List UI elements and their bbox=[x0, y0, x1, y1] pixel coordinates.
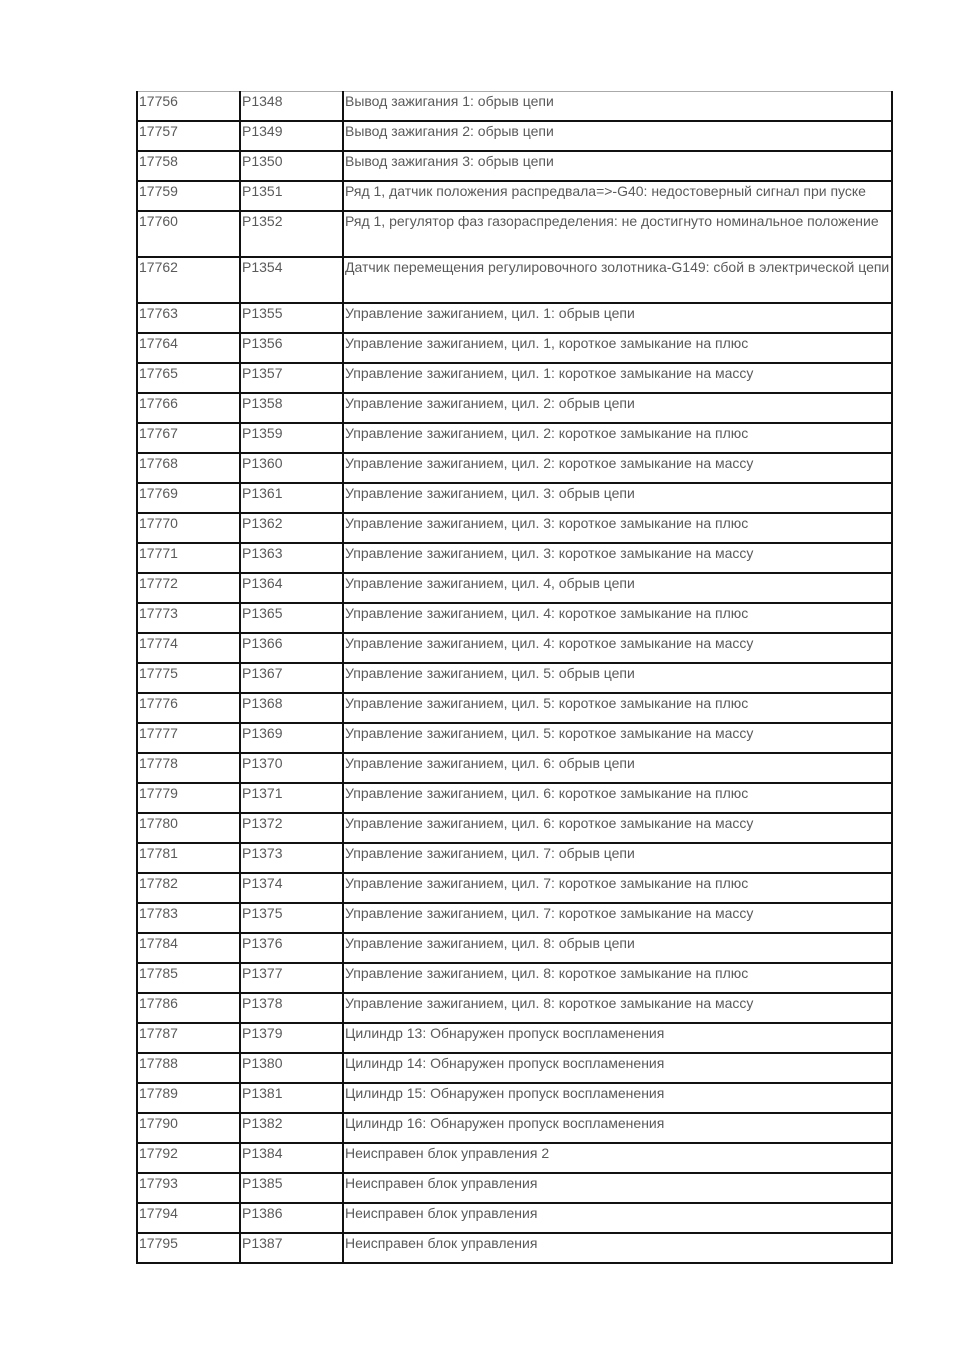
table-row bbox=[137, 453, 892, 483]
vag-code-cell: 17766 bbox=[137, 393, 240, 423]
description-cell: Управление зажиганием, цил. 8: обрыв цепи bbox=[343, 933, 892, 963]
vag-code-cell: 17762 bbox=[137, 257, 240, 303]
table-row bbox=[137, 1113, 892, 1143]
vag-code-cell: 17763 bbox=[137, 303, 240, 333]
vag-code-cell: 17775 bbox=[137, 663, 240, 693]
obd-code-cell: P1348 bbox=[240, 92, 343, 122]
vag-code-cell: 17772 bbox=[137, 573, 240, 603]
table-row bbox=[137, 1023, 892, 1053]
vag-code-cell: 17785 bbox=[137, 963, 240, 993]
vag-code-cell: 17786 bbox=[137, 993, 240, 1023]
table-row bbox=[137, 151, 892, 181]
table-row bbox=[137, 753, 892, 783]
description-cell: Управление зажиганием, цил. 3: обрыв цепи bbox=[343, 483, 892, 513]
vag-code-cell: 17783 bbox=[137, 903, 240, 933]
obd-code-cell: P1364 bbox=[240, 573, 343, 603]
obd-code-cell: P1386 bbox=[240, 1203, 343, 1233]
description-cell: Управление зажиганием, цил. 4: короткое замыкание на массу bbox=[343, 633, 892, 663]
description-cell: Управление зажиганием, цил. 6: короткое замыкание на плюс bbox=[343, 783, 892, 813]
table-row bbox=[137, 1143, 892, 1173]
vag-code-cell: 17795 bbox=[137, 1233, 240, 1263]
obd-code-cell: P1370 bbox=[240, 753, 343, 783]
fault-code-table bbox=[136, 91, 893, 1264]
vag-code-cell: 17784 bbox=[137, 933, 240, 963]
vag-code-cell: 17770 bbox=[137, 513, 240, 543]
table-row bbox=[137, 603, 892, 633]
table-row bbox=[137, 513, 892, 543]
obd-code-cell: P1351 bbox=[240, 181, 343, 211]
obd-code-cell: P1387 bbox=[240, 1233, 343, 1263]
description-cell: Управление зажиганием, цил. 8: короткое замыкание на массу bbox=[343, 993, 892, 1023]
table-row bbox=[137, 393, 892, 423]
obd-code-cell: P1377 bbox=[240, 963, 343, 993]
obd-code-cell: P1375 bbox=[240, 903, 343, 933]
obd-code-cell: P1363 bbox=[240, 543, 343, 573]
vag-code-cell: 17776 bbox=[137, 693, 240, 723]
table-row bbox=[137, 1203, 892, 1233]
description-cell: Вывод зажигания 1: обрыв цепи bbox=[343, 92, 892, 122]
obd-code-cell: P1376 bbox=[240, 933, 343, 963]
obd-code-cell: P1371 bbox=[240, 783, 343, 813]
obd-code-cell: P1358 bbox=[240, 393, 343, 423]
table-row bbox=[137, 1083, 892, 1113]
obd-code-cell: P1381 bbox=[240, 1083, 343, 1113]
vag-code-cell: 17790 bbox=[137, 1113, 240, 1143]
description-cell: Цилиндр 13: Обнаружен пропуск воспламенения bbox=[343, 1023, 892, 1053]
table-row bbox=[137, 333, 892, 363]
obd-code-cell: P1360 bbox=[240, 453, 343, 483]
obd-code-cell: P1385 bbox=[240, 1173, 343, 1203]
description-cell: Управление зажиганием, цил. 3: короткое замыкание на плюс bbox=[343, 513, 892, 543]
description-cell: Управление зажиганием, цил. 5: короткое замыкание на массу bbox=[343, 723, 892, 753]
description-cell: Неисправен блок управления bbox=[343, 1203, 892, 1233]
vag-code-cell: 17789 bbox=[137, 1083, 240, 1113]
description-cell: Управление зажиганием, цил. 1: обрыв цепи bbox=[343, 303, 892, 333]
description-cell: Управление зажиганием, цил. 7: короткое замыкание на плюс bbox=[343, 873, 892, 903]
description-cell: Вывод зажигания 2: обрыв цепи bbox=[343, 121, 892, 151]
obd-code-cell: P1373 bbox=[240, 843, 343, 873]
table-row bbox=[137, 873, 892, 903]
table-row bbox=[137, 363, 892, 393]
obd-code-cell: P1357 bbox=[240, 363, 343, 393]
vag-code-cell: 17787 bbox=[137, 1023, 240, 1053]
obd-code-cell: P1368 bbox=[240, 693, 343, 723]
vag-code-cell: 17758 bbox=[137, 151, 240, 181]
description-cell: Управление зажиганием, цил. 2: короткое замыкание на массу bbox=[343, 453, 892, 483]
obd-code-cell: P1361 bbox=[240, 483, 343, 513]
vag-code-cell: 17792 bbox=[137, 1143, 240, 1173]
vag-code-cell: 17779 bbox=[137, 783, 240, 813]
obd-code-cell: P1366 bbox=[240, 633, 343, 663]
table-row bbox=[137, 423, 892, 453]
obd-code-cell: P1374 bbox=[240, 873, 343, 903]
table-row bbox=[137, 121, 892, 151]
description-cell: Управление зажиганием, цил. 2: обрыв цепи bbox=[343, 393, 892, 423]
vag-code-cell: 17764 bbox=[137, 333, 240, 363]
table-row bbox=[137, 723, 892, 753]
table-row bbox=[137, 633, 892, 663]
description-cell: Неисправен блок управления bbox=[343, 1233, 892, 1263]
obd-code-cell: P1369 bbox=[240, 723, 343, 753]
vag-code-cell: 17757 bbox=[137, 121, 240, 151]
table-row bbox=[137, 813, 892, 843]
vag-code-cell: 17756 bbox=[137, 92, 240, 122]
vag-code-cell: 17777 bbox=[137, 723, 240, 753]
description-cell: Ряд 1, регулятор фаз газораспределения: не достигнуто номинальное положение bbox=[343, 211, 892, 257]
description-cell: Цилиндр 16: Обнаружен пропуск воспламенения bbox=[343, 1113, 892, 1143]
obd-code-cell: P1367 bbox=[240, 663, 343, 693]
obd-code-cell: P1355 bbox=[240, 303, 343, 333]
table-row bbox=[137, 181, 892, 211]
vag-code-cell: 17767 bbox=[137, 423, 240, 453]
obd-code-cell: P1384 bbox=[240, 1143, 343, 1173]
table-row bbox=[137, 303, 892, 333]
vag-code-cell: 17773 bbox=[137, 603, 240, 633]
table-row bbox=[137, 843, 892, 873]
table-row bbox=[137, 211, 892, 257]
description-cell: Управление зажиганием, цил. 4, обрыв цепи bbox=[343, 573, 892, 603]
description-cell: Управление зажиганием, цил. 2: короткое замыкание на плюс bbox=[343, 423, 892, 453]
vag-code-cell: 17788 bbox=[137, 1053, 240, 1083]
vag-code-cell: 17769 bbox=[137, 483, 240, 513]
description-cell: Управление зажиганием, цил. 5: короткое замыкание на плюс bbox=[343, 693, 892, 723]
vag-code-cell: 17771 bbox=[137, 543, 240, 573]
description-cell: Управление зажиганием, цил. 6: короткое замыкание на массу bbox=[343, 813, 892, 843]
vag-code-cell: 17759 bbox=[137, 181, 240, 211]
obd-code-cell: P1365 bbox=[240, 603, 343, 633]
description-cell: Вывод зажигания 3: обрыв цепи bbox=[343, 151, 892, 181]
table-row bbox=[137, 1053, 892, 1083]
description-cell: Управление зажиганием, цил. 6: обрыв цепи bbox=[343, 753, 892, 783]
vag-code-cell: 17782 bbox=[137, 873, 240, 903]
vag-code-cell: 17768 bbox=[137, 453, 240, 483]
vag-code-cell: 17793 bbox=[137, 1173, 240, 1203]
obd-code-cell: P1352 bbox=[240, 211, 343, 257]
table-row bbox=[137, 693, 892, 723]
vag-code-cell: 17774 bbox=[137, 633, 240, 663]
table-row bbox=[137, 1233, 892, 1263]
table-row bbox=[137, 963, 892, 993]
table-row bbox=[137, 257, 892, 303]
vag-code-cell: 17778 bbox=[137, 753, 240, 783]
description-cell: Управление зажиганием, цил. 1: короткое замыкание на массу bbox=[343, 363, 892, 393]
obd-code-cell: P1350 bbox=[240, 151, 343, 181]
obd-code-cell: P1382 bbox=[240, 1113, 343, 1143]
vag-code-cell: 17765 bbox=[137, 363, 240, 393]
table-row bbox=[137, 933, 892, 963]
table-row bbox=[137, 663, 892, 693]
vag-code-cell: 17781 bbox=[137, 843, 240, 873]
vag-code-cell: 17760 bbox=[137, 211, 240, 257]
description-cell: Управление зажиганием, цил. 7: короткое замыкание на массу bbox=[343, 903, 892, 933]
description-cell: Управление зажиганием, цил. 8: короткое замыкание на плюс bbox=[343, 963, 892, 993]
vag-code-cell: 17780 bbox=[137, 813, 240, 843]
obd-code-cell: P1359 bbox=[240, 423, 343, 453]
obd-code-cell: P1380 bbox=[240, 1053, 343, 1083]
obd-code-cell: P1354 bbox=[240, 257, 343, 303]
description-cell: Цилиндр 14: Обнаружен пропуск воспламенения bbox=[343, 1053, 892, 1083]
description-cell: Ряд 1, датчик положения распредвала=>-G40: недостоверный сигнал при пуске bbox=[343, 181, 892, 211]
description-cell: Цилиндр 15: Обнаружен пропуск воспламенения bbox=[343, 1083, 892, 1113]
description-cell: Управление зажиганием, цил. 3: короткое замыкание на массу bbox=[343, 543, 892, 573]
table-row bbox=[137, 993, 892, 1023]
table-row bbox=[137, 483, 892, 513]
table-row bbox=[137, 92, 892, 122]
vag-code-cell: 17794 bbox=[137, 1203, 240, 1233]
description-cell: Неисправен блок управления bbox=[343, 1173, 892, 1203]
obd-code-cell: P1378 bbox=[240, 993, 343, 1023]
table-row bbox=[137, 903, 892, 933]
obd-code-cell: P1379 bbox=[240, 1023, 343, 1053]
obd-code-cell: P1356 bbox=[240, 333, 343, 363]
description-cell: Управление зажиганием, цил. 5: обрыв цепи bbox=[343, 663, 892, 693]
obd-code-cell: P1362 bbox=[240, 513, 343, 543]
table-row bbox=[137, 573, 892, 603]
obd-code-cell: P1349 bbox=[240, 121, 343, 151]
description-cell: Управление зажиганием, цил. 1, короткое замыкание на плюс bbox=[343, 333, 892, 363]
obd-code-cell: P1372 bbox=[240, 813, 343, 843]
description-cell: Управление зажиганием, цил. 7: обрыв цепи bbox=[343, 843, 892, 873]
table-row bbox=[137, 543, 892, 573]
description-cell: Неисправен блок управления 2 bbox=[343, 1143, 892, 1173]
description-cell: Управление зажиганием, цил. 4: короткое замыкание на плюс bbox=[343, 603, 892, 633]
table-row bbox=[137, 1173, 892, 1203]
table-row bbox=[137, 783, 892, 813]
description-cell: Датчик перемещения регулировочного золотника-G149: сбой в электрической цепи bbox=[343, 257, 892, 303]
